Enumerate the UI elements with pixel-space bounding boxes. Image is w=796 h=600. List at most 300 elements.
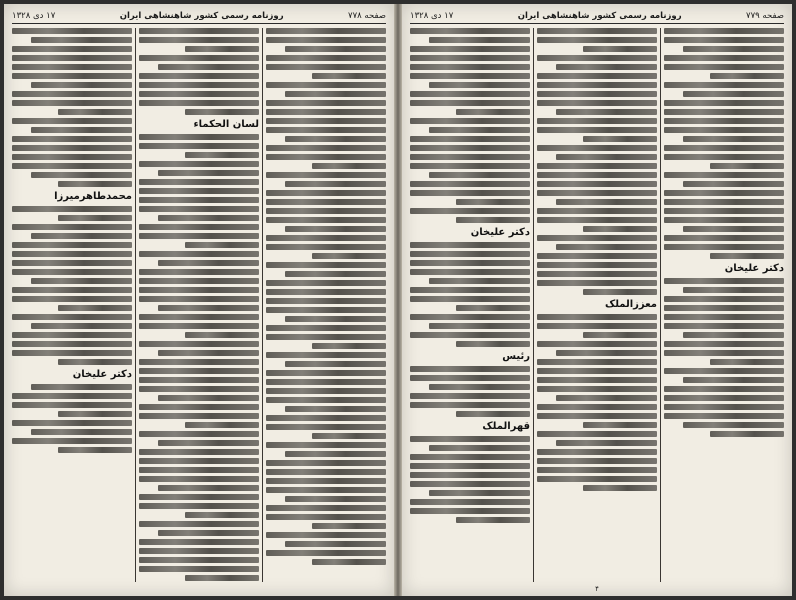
text-line <box>266 442 386 448</box>
text-line <box>410 136 530 142</box>
text-line <box>410 260 530 266</box>
text-line <box>410 242 530 248</box>
text-line <box>537 413 657 419</box>
text-line <box>139 314 259 320</box>
text-line <box>456 517 530 523</box>
text-line <box>683 136 784 142</box>
left-page-date: ۱۷ دی ۱۳۲۸ <box>12 11 56 21</box>
text-line <box>12 251 132 257</box>
text-line <box>266 37 386 43</box>
text-line <box>664 413 784 419</box>
text-line <box>312 343 386 349</box>
text-line <box>537 145 657 151</box>
text-line <box>456 341 530 347</box>
text-line <box>266 325 386 331</box>
text-line <box>266 550 386 556</box>
left-page-column-3 <box>12 28 132 582</box>
text-line <box>158 395 259 401</box>
text-line <box>410 190 530 196</box>
text-line <box>266 235 386 241</box>
text-line <box>456 217 530 223</box>
text-line <box>139 386 259 392</box>
text-line <box>410 366 530 372</box>
text-line <box>456 199 530 205</box>
text-line <box>158 305 259 311</box>
column-rule <box>533 28 534 582</box>
text-line <box>12 118 132 124</box>
text-line <box>266 262 386 268</box>
text-line <box>664 109 784 115</box>
text-line <box>664 82 784 88</box>
right-page-header <box>410 10 784 24</box>
right-page-column-2 <box>537 28 657 582</box>
right-page-footer-mark: ۴ <box>595 585 599 593</box>
text-line <box>410 296 530 302</box>
text-line <box>410 100 530 106</box>
text-line <box>139 467 259 473</box>
speaker-heading: محمدطاهرمیرزا <box>54 191 132 202</box>
text-line <box>12 154 132 160</box>
text-line <box>456 305 530 311</box>
text-line <box>664 395 784 401</box>
text-line <box>410 55 530 61</box>
text-line <box>537 91 657 97</box>
text-line <box>266 208 386 214</box>
left-page-column-2 <box>139 28 259 582</box>
left-page-header <box>12 10 386 24</box>
text-line <box>410 287 530 293</box>
text-line <box>410 269 530 275</box>
text-line <box>12 136 132 142</box>
text-line <box>31 384 132 390</box>
text-line <box>537 377 657 383</box>
text-line <box>664 235 784 241</box>
text-line <box>410 28 530 34</box>
text-line <box>556 395 657 401</box>
text-line <box>139 161 259 167</box>
text-line <box>266 280 386 286</box>
text-line <box>312 163 386 169</box>
text-line <box>537 253 657 259</box>
text-line <box>58 447 132 453</box>
text-line <box>12 350 132 356</box>
text-line <box>185 109 259 115</box>
text-line <box>139 269 259 275</box>
text-line <box>285 181 386 187</box>
text-line <box>139 206 259 212</box>
text-line <box>664 199 784 205</box>
text-line <box>583 226 657 232</box>
text-line <box>158 215 259 221</box>
text-line <box>710 73 784 79</box>
text-line <box>139 37 259 43</box>
text-line <box>664 217 784 223</box>
text-line <box>185 575 259 581</box>
text-line <box>537 323 657 329</box>
text-line <box>266 379 386 385</box>
text-line <box>710 163 784 169</box>
text-line <box>537 172 657 178</box>
text-line <box>139 82 259 88</box>
text-line <box>139 557 259 563</box>
text-line <box>58 305 132 311</box>
left-page-number: صفحه ۷۷۸ <box>348 11 386 21</box>
text-line <box>139 377 259 383</box>
text-line <box>139 91 259 97</box>
text-line <box>285 46 386 52</box>
text-line <box>664 244 784 250</box>
text-line <box>31 278 132 284</box>
text-line <box>285 451 386 457</box>
text-line <box>139 233 259 239</box>
text-line <box>139 548 259 554</box>
text-line <box>139 278 259 284</box>
text-line <box>139 449 259 455</box>
text-line <box>410 375 530 381</box>
text-line <box>139 503 259 509</box>
text-line <box>12 296 132 302</box>
text-line <box>410 463 530 469</box>
text-line <box>285 136 386 142</box>
text-line <box>710 359 784 365</box>
text-line <box>139 197 259 203</box>
text-line <box>456 109 530 115</box>
text-line <box>537 82 657 88</box>
book-gutter <box>394 4 402 596</box>
text-line <box>664 172 784 178</box>
text-line <box>537 467 657 473</box>
text-line <box>12 242 132 248</box>
text-line <box>266 307 386 313</box>
text-line <box>556 154 657 160</box>
text-line <box>556 64 657 70</box>
text-line <box>285 541 386 547</box>
text-line <box>710 431 784 437</box>
text-line <box>58 411 132 417</box>
text-line <box>12 64 132 70</box>
text-line <box>537 208 657 214</box>
text-line <box>556 109 657 115</box>
text-line <box>312 433 386 439</box>
text-line <box>139 188 259 194</box>
text-line <box>410 145 530 151</box>
text-line <box>410 499 530 505</box>
text-line <box>429 490 530 496</box>
text-line <box>664 64 784 70</box>
text-line <box>139 73 259 79</box>
text-line <box>664 341 784 347</box>
column-rule <box>262 28 263 582</box>
text-line <box>12 145 132 151</box>
text-line <box>139 521 259 527</box>
text-line <box>664 127 784 133</box>
text-line <box>285 361 386 367</box>
text-line <box>683 181 784 187</box>
text-line <box>266 397 386 403</box>
text-line <box>664 28 784 34</box>
text-line <box>556 199 657 205</box>
text-line <box>158 440 259 446</box>
text-line <box>12 332 132 338</box>
text-line <box>185 422 259 428</box>
text-line <box>31 323 132 329</box>
text-line <box>158 64 259 70</box>
text-line <box>410 64 530 70</box>
text-line <box>410 508 530 514</box>
text-line <box>266 82 386 88</box>
speaker-heading: معززالملک <box>604 299 657 310</box>
text-line <box>537 280 657 286</box>
text-line <box>664 190 784 196</box>
text-line <box>664 323 784 329</box>
text-line <box>266 127 386 133</box>
text-line <box>537 55 657 61</box>
text-line <box>285 496 386 502</box>
text-line <box>266 334 386 340</box>
right-page-column-3 <box>410 28 530 582</box>
text-line <box>266 478 386 484</box>
text-line <box>31 172 132 178</box>
text-line <box>266 244 386 250</box>
text-line <box>139 368 259 374</box>
speaker-heading: لسان الحکماء <box>193 119 259 130</box>
text-line <box>410 163 530 169</box>
text-line <box>12 91 132 97</box>
text-line <box>139 296 259 302</box>
text-line <box>710 253 784 259</box>
left-page <box>4 4 394 596</box>
text-line <box>266 100 386 106</box>
text-line <box>664 118 784 124</box>
text-line <box>139 179 259 185</box>
text-line <box>312 523 386 529</box>
text-line <box>429 278 530 284</box>
text-line <box>285 316 386 322</box>
text-line <box>583 332 657 338</box>
text-line <box>583 46 657 52</box>
text-line <box>664 368 784 374</box>
text-line <box>266 154 386 160</box>
text-line <box>537 359 657 365</box>
text-line <box>58 181 132 187</box>
text-line <box>266 415 386 421</box>
text-line <box>12 163 132 169</box>
right-page-number: صفحه ۷۷۹ <box>746 11 784 21</box>
text-line <box>537 190 657 196</box>
text-line <box>537 217 657 223</box>
text-line <box>266 469 386 475</box>
text-line <box>410 91 530 97</box>
text-line <box>139 134 259 140</box>
text-line <box>429 37 530 43</box>
right-page <box>402 4 792 596</box>
text-line <box>139 494 259 500</box>
text-line <box>12 73 132 79</box>
text-line <box>312 253 386 259</box>
speaker-heading: قهرالملک <box>482 421 530 432</box>
text-line <box>537 431 657 437</box>
text-line <box>12 420 132 426</box>
text-line <box>12 314 132 320</box>
text-line <box>537 476 657 482</box>
text-line <box>410 181 530 187</box>
text-line <box>537 404 657 410</box>
text-line <box>58 359 132 365</box>
text-line <box>583 485 657 491</box>
text-line <box>12 287 132 293</box>
text-line <box>158 530 259 536</box>
text-line <box>12 46 132 52</box>
text-line <box>139 251 259 257</box>
text-line <box>139 224 259 230</box>
text-line <box>266 370 386 376</box>
text-line <box>410 481 530 487</box>
text-line <box>664 314 784 320</box>
text-line <box>285 406 386 412</box>
text-line <box>410 472 530 478</box>
text-line <box>583 289 657 295</box>
column-rule <box>660 28 661 582</box>
text-line <box>683 46 784 52</box>
left-page-masthead: روزنامه رسمی کشور شاهنشاهی ایران <box>119 11 284 21</box>
text-line <box>537 235 657 241</box>
text-line <box>139 476 259 482</box>
right-page-masthead: روزنامه رسمی کشور شاهنشاهی ایران <box>517 11 682 21</box>
text-line <box>664 154 784 160</box>
text-line <box>683 287 784 293</box>
text-line <box>266 514 386 520</box>
text-line <box>429 127 530 133</box>
speaker-heading: دکتر علیخان <box>470 227 530 238</box>
text-line <box>139 341 259 347</box>
text-line <box>139 323 259 329</box>
text-line <box>556 350 657 356</box>
text-line <box>285 91 386 97</box>
right-page-column-1 <box>664 28 784 582</box>
text-line <box>683 226 784 232</box>
text-line <box>12 100 132 106</box>
text-line <box>139 100 259 106</box>
text-line <box>429 445 530 451</box>
text-line <box>158 170 259 176</box>
text-line <box>12 28 132 34</box>
text-line <box>537 37 657 43</box>
text-line <box>537 163 657 169</box>
text-line <box>266 388 386 394</box>
text-line <box>266 145 386 151</box>
text-line <box>456 411 530 417</box>
text-line <box>537 73 657 79</box>
text-line <box>537 28 657 34</box>
text-line <box>266 28 386 34</box>
text-line <box>664 145 784 151</box>
text-line <box>410 154 530 160</box>
text-line <box>139 55 259 61</box>
text-line <box>664 208 784 214</box>
text-line <box>664 404 784 410</box>
text-line <box>537 458 657 464</box>
text-line <box>537 118 657 124</box>
text-line <box>285 271 386 277</box>
text-line <box>12 206 132 212</box>
text-line <box>139 404 259 410</box>
text-line <box>266 460 386 466</box>
text-line <box>266 532 386 538</box>
text-line <box>312 559 386 565</box>
text-line <box>664 296 784 302</box>
text-line <box>31 37 132 43</box>
text-line <box>266 289 386 295</box>
text-line <box>410 251 530 257</box>
text-line <box>537 181 657 187</box>
text-line <box>664 100 784 106</box>
text-line <box>266 487 386 493</box>
text-line <box>664 386 784 392</box>
text-line <box>139 431 259 437</box>
text-line <box>410 118 530 124</box>
text-line <box>266 505 386 511</box>
text-line <box>12 438 132 444</box>
text-line <box>410 46 530 52</box>
text-line <box>185 242 259 248</box>
text-line <box>139 566 259 572</box>
speaker-heading: دکتر علیخان <box>724 263 784 274</box>
text-line <box>12 393 132 399</box>
text-line <box>139 458 259 464</box>
text-line <box>139 359 259 365</box>
text-line <box>31 429 132 435</box>
text-line <box>583 136 657 142</box>
text-line <box>12 269 132 275</box>
speaker-heading: رئیس <box>502 351 530 362</box>
text-line <box>266 199 386 205</box>
text-line <box>429 323 530 329</box>
text-line <box>683 422 784 428</box>
text-line <box>185 152 259 158</box>
text-line <box>266 64 386 70</box>
text-line <box>12 55 132 61</box>
text-line <box>410 402 530 408</box>
text-line <box>664 278 784 284</box>
text-line <box>266 424 386 430</box>
text-line <box>410 393 530 399</box>
text-line <box>158 260 259 266</box>
text-line <box>31 127 132 133</box>
text-line <box>683 91 784 97</box>
text-line <box>664 305 784 311</box>
text-line <box>410 208 530 214</box>
text-line <box>58 215 132 221</box>
text-line <box>139 539 259 545</box>
text-line <box>139 413 259 419</box>
text-line <box>537 271 657 277</box>
text-line <box>12 341 132 347</box>
text-line <box>537 314 657 320</box>
text-line <box>139 28 259 34</box>
text-line <box>31 82 132 88</box>
text-line <box>266 172 386 178</box>
text-line <box>537 386 657 392</box>
text-line <box>556 440 657 446</box>
column-rule <box>135 28 136 582</box>
text-line <box>139 143 259 149</box>
text-line <box>12 224 132 230</box>
text-line <box>12 260 132 266</box>
text-line <box>139 287 259 293</box>
text-line <box>583 422 657 428</box>
text-line <box>185 46 259 52</box>
text-line <box>537 368 657 374</box>
